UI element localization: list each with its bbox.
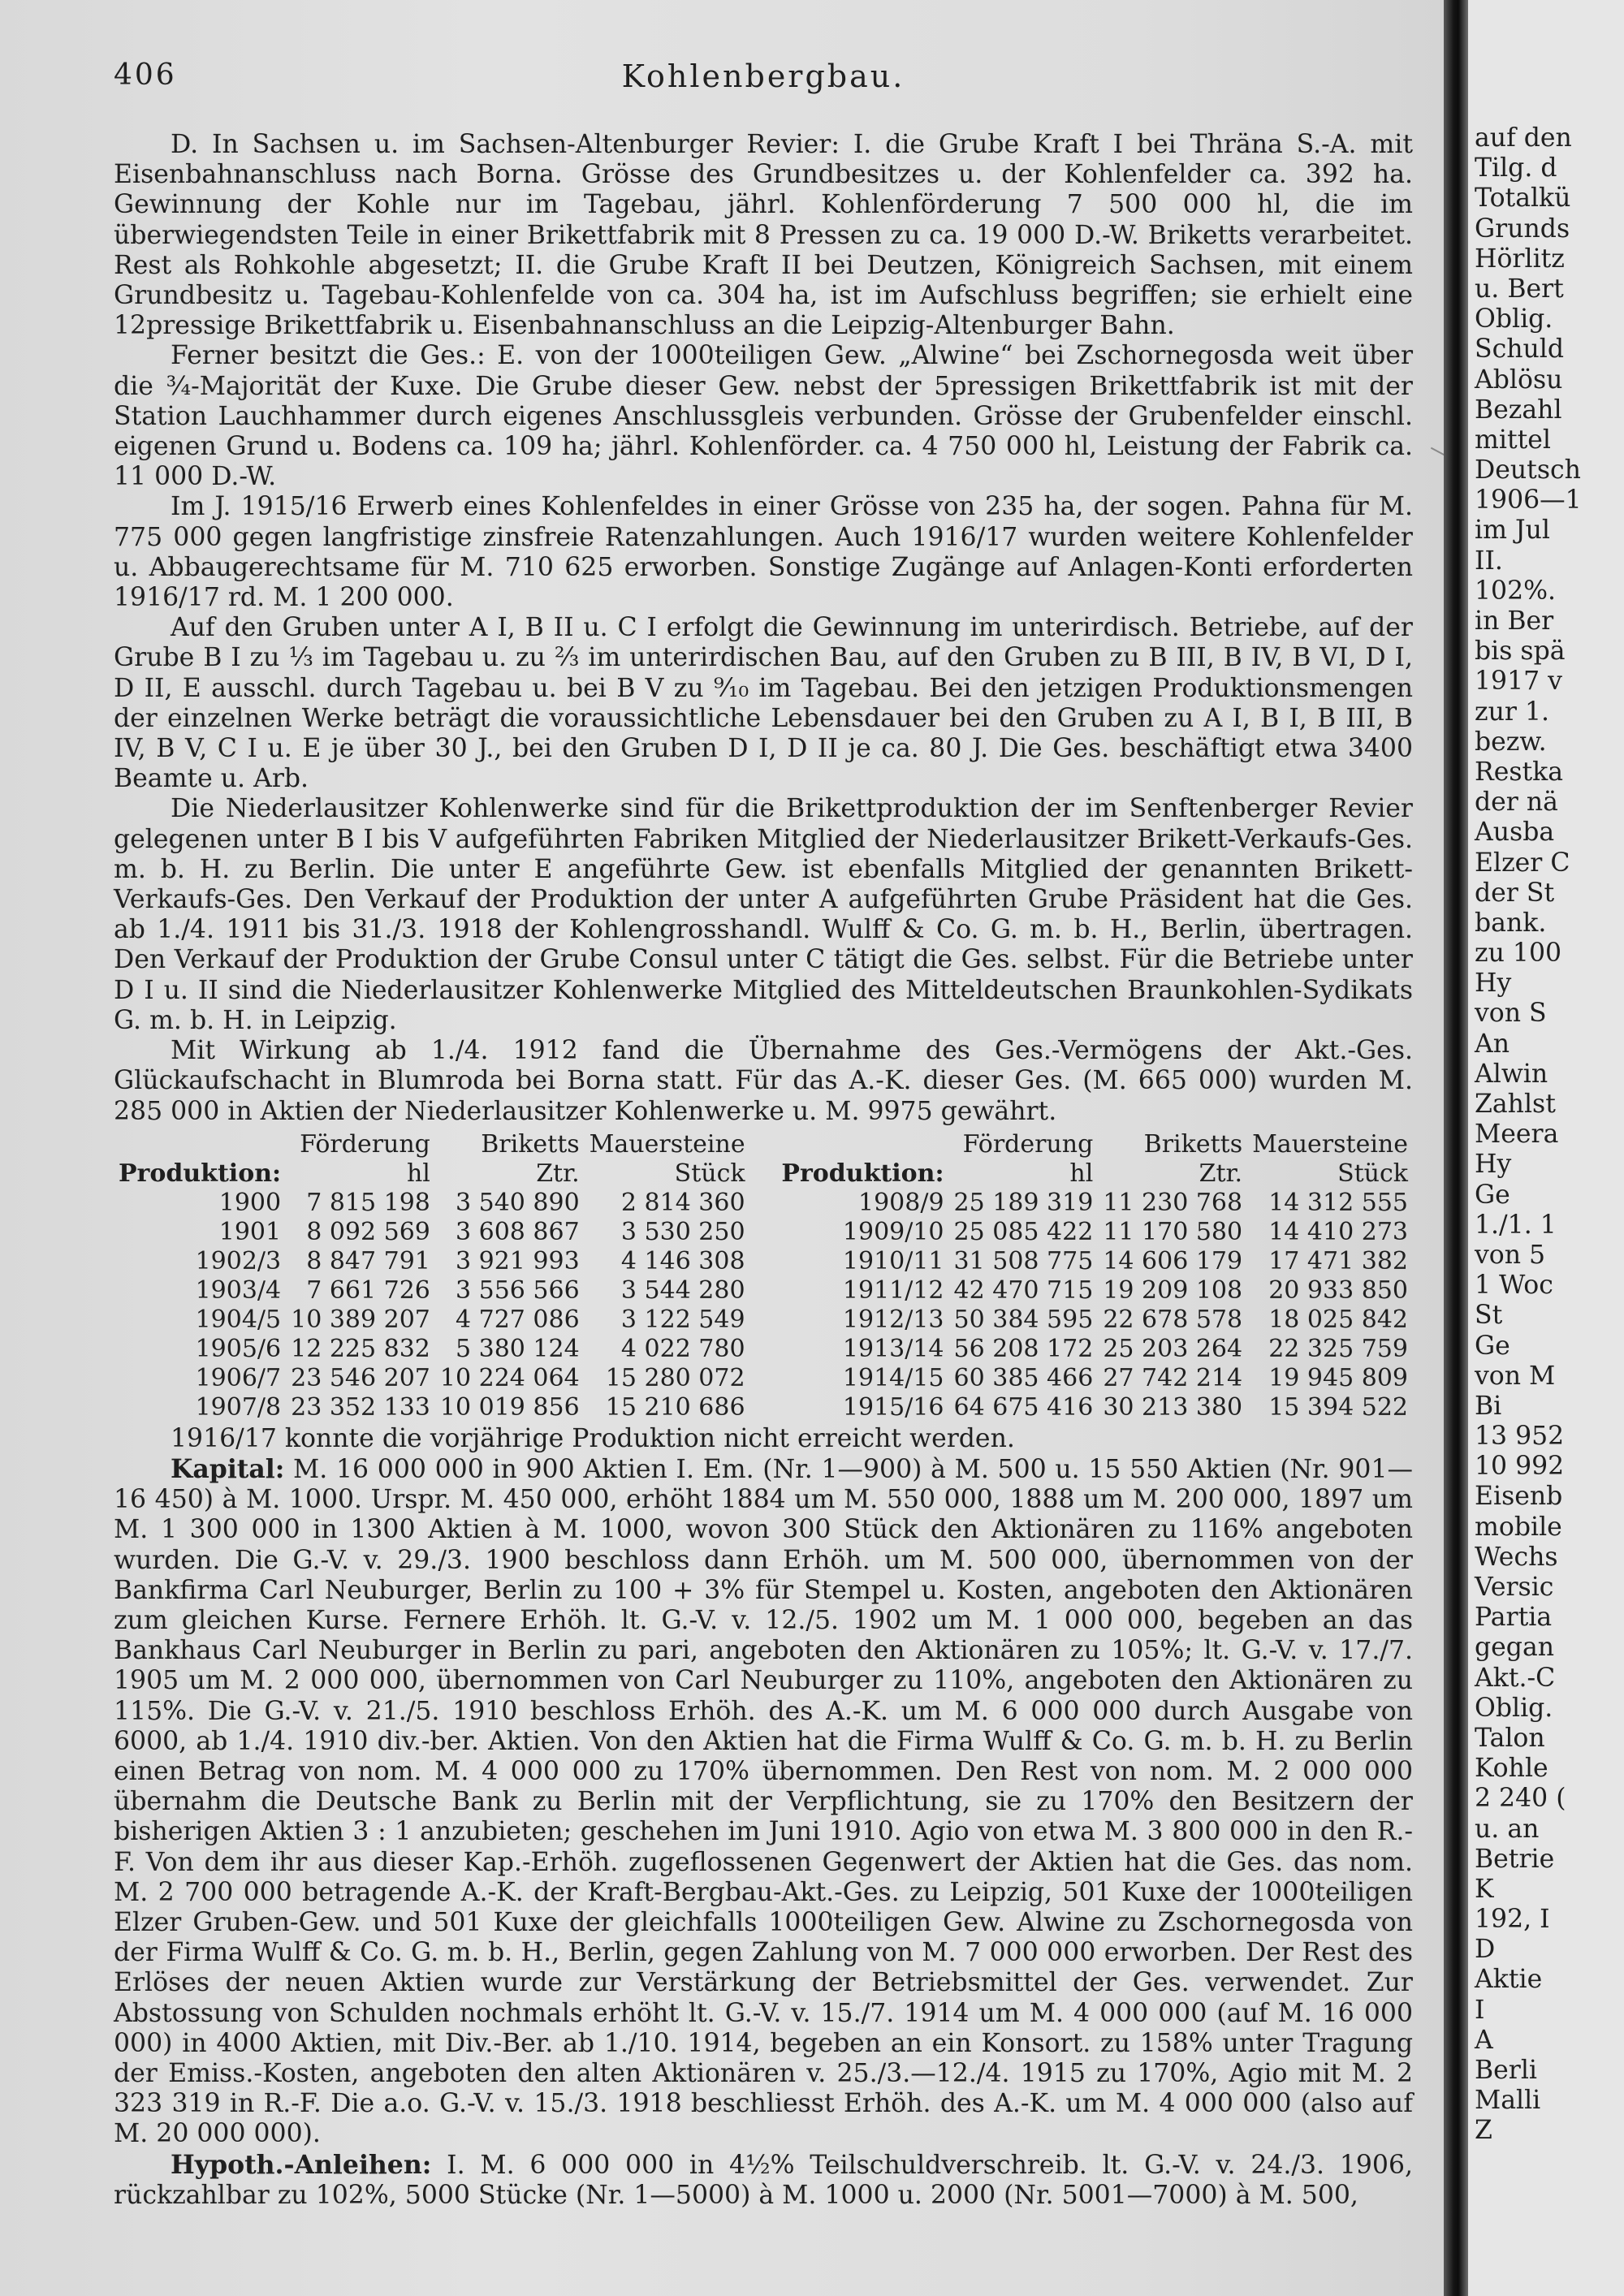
column-header: Briketts (1143, 1129, 1243, 1159)
unit-label: Ztr. (536, 1159, 580, 1188)
spacer-cell (750, 1247, 777, 1276)
year-cell: 1905/6 (195, 1334, 282, 1363)
hypoth-text: I. M. 6 000 000 in 4½% Teilschuldverschreib. lt. G.-V. v. 24./3. 1906, rückzahlbar zu 102%, 5000 Stücke (Nr. 1—5000) à M. 1000 u. 2000 (Nr. 5001—7000) à M. 500, (114, 2150, 1414, 2210)
fragment-line: 13 952 (1475, 1422, 1565, 1452)
paragraph: D. In Sachsen u. im Sachsen-Altenburger Revier: I. die Grube Kraft I bei Thräna S.-A. mit Eisenbahnanschluss nach Borna. Grösse des Grundbesitzes u. der Kohlenfelder ca. 392 ha. Gewinnung der Kohle nur im Tagebau, jährl. Kohlenförderung 7 500 000 hl, die im überwiegendsten Teile in einer Brikettfabrik mit 8 Pressen zu ca. 19 000 D.-W. Briketts verarbeitet. Rest als Rohkohle abgesetzt; II. die Grube Kraft II bei Deutzen, Königreich Sachsen, mit einem Grundbesitz u. Tagebau-Kohlenfelde von ca. 304 ha, ist im Aufschluss begriffen; sie erhielt eine 12pressige Brikettfabrik u. Eisenbahnanschluss an die Leipzig-Altenburger Bahn. (114, 130, 1413, 341)
fragment-line: 192, I (1475, 1905, 1550, 1935)
fragment-line: Z (1475, 2116, 1492, 2146)
column-header: Förderung (962, 1129, 1094, 1159)
fragment-line: D (1475, 1935, 1496, 1965)
spacer-cell (750, 1306, 777, 1335)
fragment-line: Tilg. d (1475, 153, 1557, 183)
paragraph: Mit Wirkung ab 1./4. 1912 fand die Übernahme des Ges.-Vermögens der Akt.-Ges. Glückaufschacht in Blumroda bei Borna statt. Für das A.-K. dieser Ges. (M. 665 000) wurden M. 285 000 in Aktien der Niederlausitzer Kohlenwerke u. M. 9975 gewährt. (114, 1036, 1413, 1126)
fragment-line: Oblig. (1475, 1693, 1553, 1723)
fragment-line: Hörlitz (1475, 244, 1565, 274)
value-cell: 4 727 086 (455, 1305, 580, 1334)
value-cell: 5 380 124 (455, 1334, 580, 1363)
spacer-cell (750, 1364, 777, 1393)
value-cell: 4 022 780 (620, 1334, 745, 1363)
fragment-line: zu 100 (1475, 939, 1562, 969)
column-header: Mauersteine (589, 1129, 745, 1159)
fragment-line: Akt.-C (1475, 1663, 1556, 1693)
production-label: Produktion: (119, 1159, 282, 1188)
fragment-line: 102%. (1475, 576, 1557, 606)
unit-label: Stück (1337, 1159, 1408, 1188)
value-cell: 15 210 686 (605, 1392, 745, 1422)
value-cell: 19 945 809 (1268, 1363, 1408, 1392)
fragment-line: bezw. (1475, 727, 1547, 757)
value-cell: 3 540 890 (455, 1188, 580, 1217)
fragment-line: Meera (1475, 1120, 1559, 1150)
value-cell: 12 225 832 (291, 1334, 430, 1363)
column-header: Mauersteine (1252, 1129, 1408, 1159)
fragment-line: 1917 v (1475, 667, 1562, 697)
value-cell: 15 394 522 (1268, 1392, 1408, 1422)
table-header-row (114, 1130, 1413, 1159)
paragraph: Im J. 1915/16 Erwerb eines Kohlenfeldes in einer Grösse von 235 ha, der sogen. Pahna für M. 775 000 gegen langfristige zinsfreie Ratenzahlungen. Auch 1916/17 wurden weitere Kohlenfelder u. Abbaugerechtsame für M. 710 625 erworben. Sonstige Zugänge auf Anlagen-Konti erforderten 1916/17 rd. M. 1 200 000. (114, 492, 1413, 613)
fragment-line: Talon (1475, 1723, 1545, 1753)
fragment-line: Malli (1475, 2086, 1541, 2116)
value-cell: 10 019 856 (439, 1392, 580, 1422)
fragment-line: Versic (1475, 1573, 1554, 1602)
paragraph: Ferner besitzt die Ges.: E. von der 1000teiligen Gew. „Alwine“ bei Zschornegosda weit über die ¾-Majorität der Kuxe. Die Grube dieser Gew. nebst der 5pressigen Brikettfabrik ist mit der Station Lauchhammer durch eigenes Anschlussgleis verbunden. Grösse der Grubenfelder einschl. eigenen Grund u. Bodens ca. 109 ha; jährl. Kohlenförder. ca. 4 750 000 hl, Leistung der Fabrik ca. 11 000 D.-W. (114, 341, 1413, 492)
year-cell: 1901 (218, 1217, 282, 1246)
fragment-line: Kohle (1475, 1754, 1548, 1784)
spacer-cell (750, 1189, 777, 1218)
fragment-line: zur 1. (1475, 697, 1550, 727)
column-header: Förderung (300, 1129, 430, 1159)
value-cell: 14 606 179 (1103, 1246, 1243, 1275)
fragment-line: u. Bert (1475, 274, 1564, 304)
fragment-line: bis spä (1475, 637, 1566, 667)
kapital-text: M. 16 000 000 in 900 Aktien I. Em. (Nr. 1—900) à M. 500 u. 15 550 Aktien (Nr. 901—16 450) à M. 1000. Urspr. M. 450 000, erhöht 1884 um M. 550 000, 1888 um M. 200 000, 1897 um M. 1 300 000 in 1300 Aktien à M. 1000, wovon 300 Stück den Aktionären zu 116% angeboten wurden. Die G.-V. v. 29./3. 1900 beschloss dann Erhöh. um M. 500 000, übernommen von der Bankfirma Carl Neuburger, Berlin zu 100 + 3% für Stempel u. Kosten, angeboten den Aktionären zum gleichen Kurse. Fernere Erhöh. lt. G.-V. v. 12./5. 1902 um M. 1 000 000, begeben an das Bankhaus Carl Neuburger in Berlin zu pari, angeboten den Aktionären zu 105%; lt. G.-V. v. 17./7. 1905 um M. 2 000 000, übernommen von Carl Neuburger zu 110%, angeboten den Aktionären zu 115%. Die G.-V. v. 21./5. 1910 beschloss Erhöh. des A.-K. um M. 6 000 000 durch Ausgabe von 6000, ab 1./4. 1910 div.-ber. Aktien. Von den Aktien hat die Firma Wulff & Co. G. m. b. H. zu Berlin einen Betrag von nom. M. 4 000 000 zu 170% übernommen. Den Rest von nom. M. 2 000 000 übernahm die Deutsche Bank zu Berlin mit der Verpflichtung, sie zu 170% den Besitzern der bisherigen Aktien 3 : 1 anzubieten; geschehen im Juni 1910. Agio von etwa M. 3 800 000 in den R.-F. Von dem ihr aus dieser Kap.-Erhöh. zugeflossenen Gegenwert der Aktien hat die Ges. das nom. M. 2 700 000 betragende A.-K. der Kraft-Bergbau-Akt.-Ges. zu Leipzig, 501 Kuxe der 1000teiligen Elzer Gruben-Gew. und 501 Kuxe der gleichfalls 1000teiligen Gew. Alwine zu Zschornegosda von der Firma Wulff & Co. G. m. b. H., Berlin, gegen Zahlung von M. 7 000 000 erworben. Der Rest des Erlöses der neuen Aktien wurde zur Verstärkung der Betriebsmittel der Ges. verwendet. Zur Abstossung von Schulden nochmals erhöht lt. G.-V. v. 15./7. 1914 um M. 4 000 000 (auf M. 16 000 000) in 4000 Aktien, mit Div.-Ber. ab 1./10. 1914, begeben an ein Konsort. zu 158% unter Tragung der Emiss.-Kosten, angeboten den alten Aktionären v. 25./3.—12./4. 1915 zu 170%, Agio mit M. 2 323 319 in R.-F. Die a.o. G.-V. v. 15./3. 1918 beschliesst Erhöh. des A.-K. um M. 4 000 000 (also auf M. 20 000 000). (114, 1454, 1413, 2149)
fragment-line: Ausba (1475, 818, 1555, 848)
value-cell: 22 678 578 (1103, 1305, 1243, 1334)
value-cell: 11 170 580 (1103, 1217, 1243, 1246)
fragment-line: 10 992 (1475, 1452, 1565, 1482)
fragment-line: Zahlst (1475, 1090, 1556, 1119)
fragment-line: von 5 (1475, 1240, 1546, 1270)
fragment-line: Bezahl (1475, 395, 1562, 425)
value-cell: 25 203 264 (1103, 1334, 1243, 1363)
hypoth-section (114, 2150, 1413, 2211)
fragment-line: Deutsch (1475, 455, 1581, 486)
fragment-line: Ablösu (1475, 365, 1563, 395)
fragment-line: von M (1475, 1361, 1556, 1391)
paragraph: Die Niederlausitzer Kohlenwerke sind für die Brikettproduktion der im Senftenberger Revier gelegenen unter B I bis V aufgeführten Fabriken Mitglied der Niederlausitzer Brikett-Verkaufs-Ges. m. b. H. zu Berlin. Die unter E angeführte Gew. ist ebenfalls Mitglied der genannten Brikett-Verkaufs-Ges. Den Verkauf der Produktion der unter A aufgeführten Grube Präsident hat die Ges. ab 1./4. 1911 bis 31./3. 1918 der Kohlengrosshandl. Wulff & Co. G. m. b. H., Berlin, übertragen. Den Verkauf der Produktion der Grube Consul unter C tätigt die Ges. selbst. Für die Betriebe unter D I u. II sind die Niederlausitzer Kohlenwerke Mitglied des Mitteldeutschen Braunkohlen-Sydikats G. m. b. H. in Leipzig. (114, 794, 1413, 1035)
running-title: Kohlenbergbau. (621, 58, 905, 94)
page-number: 406 (114, 58, 177, 92)
column-header: Briketts (481, 1129, 580, 1159)
value-cell: 14 410 273 (1268, 1217, 1408, 1246)
year-cell: 1903/4 (195, 1275, 282, 1305)
fragment-line: mittel (1475, 425, 1551, 455)
fragment-line: II. (1475, 546, 1503, 576)
fragment-line: Bi (1475, 1391, 1502, 1421)
fragment-line: der nä (1475, 788, 1558, 818)
fragment-line: Ge (1475, 1331, 1510, 1361)
kapital-label: Kapital: (171, 1453, 285, 1484)
table-row (114, 1218, 1413, 1247)
fragment-line: im Jul (1475, 516, 1550, 546)
unit-label: Ztr. (1199, 1159, 1243, 1188)
fragment-line: K (1475, 1874, 1494, 1904)
book-gutter (1444, 0, 1468, 2296)
fragment-line: Schuld (1475, 334, 1565, 365)
year-cell: 1906/7 (195, 1363, 282, 1392)
value-cell: 22 325 759 (1268, 1334, 1408, 1363)
fragment-line: 1906—1 (1475, 486, 1582, 516)
fragment-line: Partia (1475, 1603, 1553, 1633)
fragment-line: Aktie (1475, 1965, 1543, 1995)
year-cell: 1911/12 (842, 1275, 944, 1305)
fragment-line: Totalkü (1475, 183, 1571, 214)
fragment-line: gegan (1475, 1633, 1555, 1663)
value-cell: 60 385 466 (953, 1363, 1094, 1392)
table-row (114, 1247, 1413, 1276)
fragment-line: Restka (1475, 757, 1564, 787)
fragment-line: I (1475, 1995, 1485, 2025)
fragment-line: bank. (1475, 908, 1547, 938)
fragment-line: Betrie (1475, 1844, 1555, 1874)
unit-label: hl (1069, 1159, 1094, 1188)
table-row (114, 1276, 1413, 1306)
fragment-line: mobile (1475, 1512, 1562, 1542)
spacer-cell (750, 1335, 777, 1364)
value-cell: 10 389 207 (291, 1305, 430, 1334)
fragment-line: u. an (1475, 1814, 1540, 1844)
year-cell: 1909/10 (842, 1217, 944, 1246)
spacer-cell (750, 1218, 777, 1247)
value-cell: 56 208 172 (953, 1334, 1094, 1363)
fragment-line: in Ber (1475, 606, 1554, 636)
fragment-line: von S (1475, 999, 1547, 1029)
value-cell: 27 742 214 (1103, 1363, 1243, 1392)
value-cell: 18 025 842 (1268, 1305, 1408, 1334)
value-cell: 4 146 308 (620, 1246, 745, 1275)
value-cell: 17 471 382 (1268, 1246, 1408, 1275)
value-cell: 3 530 250 (620, 1217, 745, 1246)
value-cell: 8 092 569 (306, 1217, 430, 1246)
table-row (114, 1306, 1413, 1335)
table-row (114, 1364, 1413, 1393)
value-cell: 23 352 133 (291, 1392, 430, 1422)
year-cell: 1910/11 (842, 1246, 944, 1275)
year-cell: 1915/16 (842, 1392, 944, 1422)
value-cell: 11 230 768 (1103, 1188, 1243, 1217)
unit-label: Stück (674, 1159, 745, 1188)
paragraph: Auf den Gruben unter A I, B II u. C I erfolgt die Gewinnung im unterirdisch. Betriebe, auf der Grube B I zu ⅓ im Tagebau u. zu ⅔ im unterirdischen Bau, auf den Gruben zu B III, B IV, B VI, D I, D II, E ausschl. durch Tagebau u. bei B V zu ⁹⁄₁₀ im Tagebau. Bei den jetzigen Produktionsmengen der einzelnen Werke beträgt die voraussichtliche Lebensdauer bei den Gruben zu A I, B I, B III, B IV, B V, C I u. E je über 30 J., bei den Gruben D I, D II je ca. 80 J. Die Ges. beschäftigt etwa 3400 Beamte u. Arb. (114, 613, 1413, 794)
fragment-line: 1./1. 1 (1475, 1210, 1557, 1240)
fragment-line: Grunds (1475, 214, 1570, 244)
fragment-line: Berli (1475, 2056, 1537, 2085)
value-cell: 25 189 319 (953, 1188, 1094, 1217)
fragment-line: der St (1475, 878, 1555, 908)
value-cell: 14 312 555 (1268, 1188, 1408, 1217)
fragment-line: A (1475, 2025, 1493, 2055)
fragment-line: Hy (1475, 969, 1512, 999)
year-cell: 1908/9 (857, 1188, 944, 1217)
unit-label: hl (406, 1159, 430, 1188)
year-cell: 1913/14 (842, 1334, 944, 1363)
fragment-line: Elzer C (1475, 848, 1570, 878)
year-cell: 1900 (218, 1188, 282, 1217)
kapital-section (114, 1454, 1413, 2150)
table-row (114, 1189, 1413, 1218)
production-table (114, 1130, 1413, 1422)
year-cell: 1912/13 (842, 1305, 944, 1334)
value-cell: 3 122 549 (620, 1305, 745, 1334)
table-row (114, 1335, 1413, 1364)
value-cell: 3 544 280 (620, 1275, 745, 1305)
fragment-line: Hy (1475, 1150, 1512, 1180)
fragment-line: Alwin (1475, 1059, 1548, 1089)
value-cell: 7 815 198 (306, 1188, 430, 1217)
value-cell: 7 661 726 (306, 1275, 430, 1305)
spacer-cell (750, 1276, 777, 1306)
value-cell: 30 213 380 (1103, 1392, 1243, 1422)
value-cell: 2 814 360 (620, 1188, 745, 1217)
value-cell: 3 921 993 (455, 1246, 580, 1275)
year-cell: 1914/15 (842, 1363, 944, 1392)
year-cell: 1907/8 (195, 1392, 282, 1422)
adjacent-page-fragment (1468, 0, 1624, 2296)
production-label: Produktion: (781, 1159, 944, 1188)
fragment-line: 1 Woc (1475, 1271, 1553, 1301)
fragment-line: Oblig. (1475, 304, 1553, 334)
fragment-line: Eisenb (1475, 1482, 1563, 1512)
value-cell: 64 675 416 (953, 1392, 1094, 1422)
page-header (114, 58, 1413, 99)
hypoth-label: Hypoth.-Anleihen: (171, 2149, 432, 2180)
value-cell: 3 556 566 (455, 1275, 580, 1305)
value-cell: 10 224 064 (439, 1363, 580, 1392)
value-cell: 23 546 207 (291, 1363, 430, 1392)
fragment-line: St (1475, 1301, 1503, 1331)
text-column (114, 130, 1413, 2211)
fragment-line: Ge (1475, 1180, 1510, 1210)
table-unit-row (114, 1159, 1413, 1189)
fragment-line: auf den (1475, 123, 1572, 153)
table-row (114, 1393, 1413, 1422)
fragment-line: Wechs (1475, 1542, 1558, 1572)
value-cell: 20 933 850 (1268, 1275, 1408, 1305)
value-cell: 31 508 775 (953, 1246, 1094, 1275)
value-cell: 50 384 595 (953, 1305, 1094, 1334)
value-cell: 42 470 715 (953, 1275, 1094, 1305)
value-cell: 15 280 072 (605, 1363, 745, 1392)
value-cell: 3 608 867 (455, 1217, 580, 1246)
value-cell: 25 085 422 (953, 1217, 1094, 1246)
fragment-line: 2 240 ( (1475, 1784, 1566, 1814)
value-cell: 19 209 108 (1103, 1275, 1243, 1305)
production-table-body (114, 1189, 1413, 1422)
year-cell: 1902/3 (195, 1246, 282, 1275)
fragment-line: An (1475, 1029, 1510, 1059)
adjacent-page-lines (1475, 123, 1624, 2147)
year-cell: 1904/5 (195, 1305, 282, 1334)
value-cell: 8 847 791 (306, 1246, 430, 1275)
production-note: 1916/17 konnte die vorjährige Produktion nicht erreicht werden. (171, 1423, 1015, 1453)
spacer-cell (750, 1393, 777, 1422)
